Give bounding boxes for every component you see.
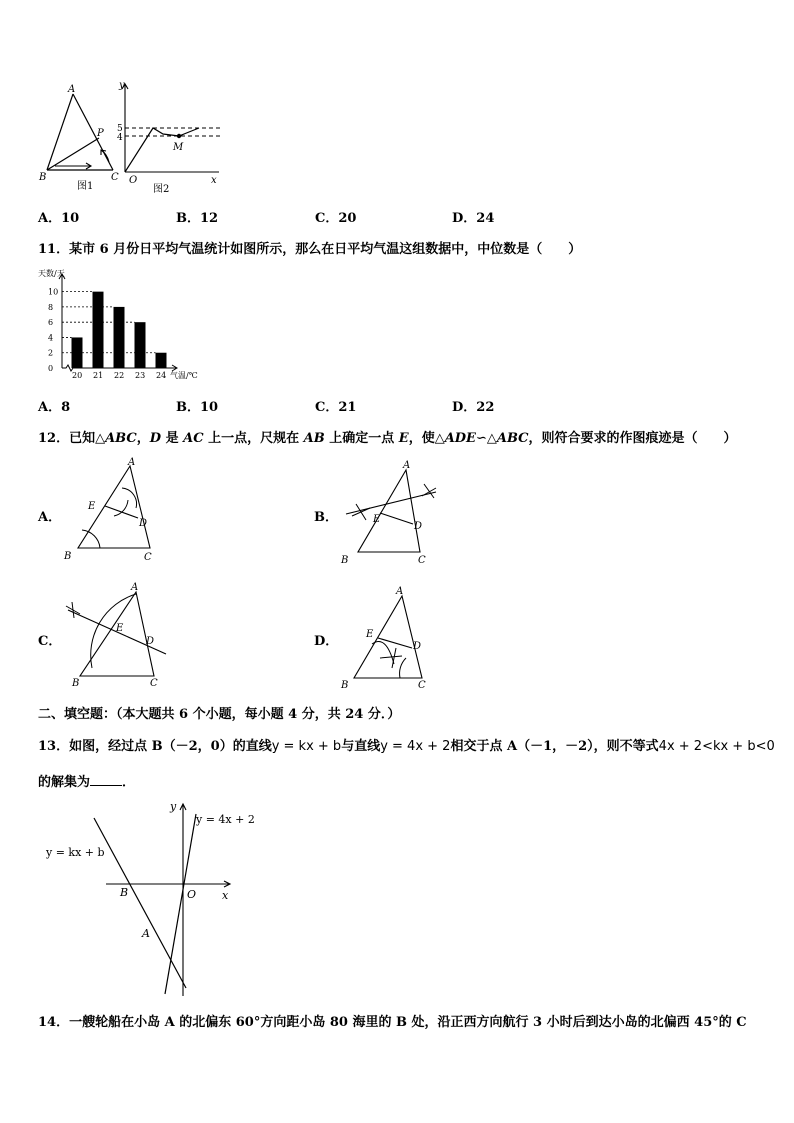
q12-stem-part: AB — [303, 431, 325, 446]
q12-stem-part: 12．已知△ — [38, 431, 106, 446]
bar — [72, 337, 83, 368]
q11-option-c[interactable]: C．21 — [315, 400, 357, 415]
chart-y-tick-labels — [48, 288, 58, 373]
origin-label: O — [129, 175, 138, 186]
label-e: E — [88, 501, 96, 512]
y-tick-label: 10 — [48, 287, 59, 297]
q12-stem-part: AC — [183, 431, 204, 446]
label-b: B — [64, 551, 72, 562]
line-kx-b — [94, 818, 186, 988]
q12-stem-part: 上确定一点 — [324, 431, 399, 446]
construction-arcs — [82, 488, 137, 548]
q10-figure-2 — [115, 76, 225, 196]
tick-label-5: 5 — [117, 124, 123, 134]
label-d: D — [414, 521, 423, 532]
label-a: A — [131, 582, 139, 593]
q12-stem-part: D — [149, 431, 162, 446]
eq-label-2: y = 4x + 2 — [196, 813, 255, 826]
q11-stem: 11．某市 6 月份日平均气温统计如图所示，那么在日平均气温这组数据中，中位数是（ ） — [38, 242, 582, 257]
q13-stem-part: 13．如图，经过点 B（－2，0）的直线 — [38, 739, 272, 754]
q13-stem-part: 相交于点 A（－1，－2），则不等式 — [450, 739, 659, 754]
label-a: A — [396, 586, 404, 597]
label-d: D — [146, 636, 155, 647]
q10-option-c[interactable]: C．20 — [315, 211, 357, 226]
eq-label-1: y = kx + b — [46, 846, 105, 859]
q12-stem-part: ，使△ — [408, 431, 445, 446]
figure-1-caption: 图1 — [77, 181, 94, 192]
q10-option-b[interactable]: B．12 — [176, 211, 219, 226]
q13-equation-2: y = 4x + 2 — [380, 739, 451, 754]
q12-option-a[interactable]: A． — [38, 510, 62, 525]
y-tick-label: 4 — [48, 333, 54, 343]
q12-stem-part: ADE — [444, 431, 476, 446]
label-e: E — [373, 514, 381, 525]
q11-option-a[interactable]: A．8 — [38, 400, 71, 415]
section-2-title: 二、填空题：（本大题共 6 个小题，每小题 4 分，共 24 分．） — [38, 707, 401, 722]
curve — [125, 128, 199, 172]
q11-bar-chart — [36, 266, 206, 384]
label-c: C — [144, 552, 152, 563]
bar — [114, 307, 125, 368]
point-label-m: M — [173, 142, 184, 153]
q12-figure-c — [60, 582, 172, 694]
bar — [156, 353, 167, 368]
q12-stem-part: ∽△ — [475, 431, 497, 446]
chart-x-tick-labels — [72, 371, 166, 380]
y-tick-label: 2 — [48, 348, 54, 358]
q13-stem-line-2 — [38, 771, 135, 790]
label-a: A — [403, 460, 411, 471]
label-a: A — [128, 457, 136, 468]
chart-xlabel: 气温/℃ — [170, 371, 198, 380]
point-label-p: P — [97, 128, 104, 139]
line-4x-2 — [165, 814, 196, 994]
x-tick-label: 21 — [93, 371, 104, 380]
q13-figure — [40, 796, 270, 1000]
q12-option-b[interactable]: B． — [314, 510, 338, 525]
axis-label-y: y — [170, 800, 177, 813]
figure-2-caption: 图2 — [153, 184, 170, 195]
vertex-label-a: A — [68, 84, 76, 95]
q12-stem-part: 是 — [161, 431, 184, 446]
q12-figure-d — [336, 584, 446, 696]
label-b: B — [72, 678, 80, 689]
q12-stem-part: ，则符合要求的作图痕迹是（ ） — [528, 431, 737, 446]
tick-label-4: 4 — [117, 133, 123, 143]
q13-stem — [38, 735, 775, 754]
q12-figure-a — [60, 456, 170, 568]
triangle — [354, 596, 422, 678]
q10-option-a[interactable]: A．10 — [38, 211, 80, 226]
triangle — [68, 592, 166, 676]
y-tick-label: 6 — [48, 318, 54, 328]
y-tick-label: 8 — [48, 302, 54, 312]
axes — [106, 804, 230, 996]
label-b: B — [341, 555, 349, 566]
axis-label-x: x — [222, 889, 229, 902]
q11-option-d[interactable]: D．22 — [452, 400, 495, 415]
q13-equation-1: y = kx + b — [271, 739, 342, 754]
q12-option-d[interactable]: D． — [314, 634, 339, 649]
label-e: E — [366, 629, 374, 640]
y-tick-label: 0 — [48, 364, 54, 373]
vertex-label-c: C — [111, 172, 119, 183]
q13-answer-blank[interactable] — [90, 774, 122, 786]
axis-label-x: x — [211, 175, 217, 186]
q13-end: ． — [122, 775, 136, 790]
point-label-b: B — [120, 886, 129, 899]
q12-stem-part: E — [398, 431, 409, 446]
triangle — [346, 470, 436, 552]
construction-arcs — [372, 642, 406, 679]
axis-label-y: y — [119, 80, 125, 91]
q10-figure-1 — [35, 80, 125, 195]
label-c: C — [418, 680, 426, 691]
q13-answer-prompt: 的解集为 — [38, 775, 91, 790]
label-d: D — [413, 641, 422, 652]
q12-stem — [38, 427, 737, 446]
label-c: C — [418, 555, 426, 566]
origin-label: O — [187, 888, 197, 901]
x-tick-label: 23 — [135, 371, 146, 380]
x-tick-label: 24 — [156, 371, 167, 380]
q12-figure-b — [336, 456, 446, 568]
q12-stem-part: ABC — [105, 431, 137, 446]
label-b: B — [341, 680, 349, 691]
q12-stem-part: ， — [136, 431, 150, 446]
vertex-label-b: B — [39, 172, 47, 183]
q13-inequality: 4x + 2<kx + b<0 — [658, 739, 775, 754]
bar — [135, 322, 146, 368]
q14-stem: 14．一艘轮船在小岛 A 的北偏东 60°方向距小岛 80 海里的 B 处，沿正西方向航行 3 小时后到达小岛的北偏西 45°的 C — [38, 1015, 747, 1030]
point-m — [177, 134, 181, 138]
x-tick-label: 22 — [114, 371, 125, 380]
q12-stem-part: 上一点，尺规在 — [203, 431, 304, 446]
point-label-a: A — [142, 927, 150, 940]
label-c: C — [150, 678, 158, 689]
q13-stem-part: 与直线 — [341, 739, 381, 754]
label-e: E — [116, 623, 124, 634]
construction-arcs — [66, 594, 136, 668]
q10-option-d[interactable]: D．24 — [452, 211, 495, 226]
q12-option-c[interactable]: C． — [38, 634, 62, 649]
bar — [93, 292, 104, 368]
chart-ylabel: 天数/天 — [38, 269, 65, 278]
q12-stem-part: ABC — [496, 431, 529, 446]
q11-option-b[interactable]: B．10 — [176, 400, 219, 415]
chart-bars — [72, 292, 167, 368]
x-tick-label: 20 — [72, 371, 83, 380]
label-d: D — [139, 518, 148, 529]
